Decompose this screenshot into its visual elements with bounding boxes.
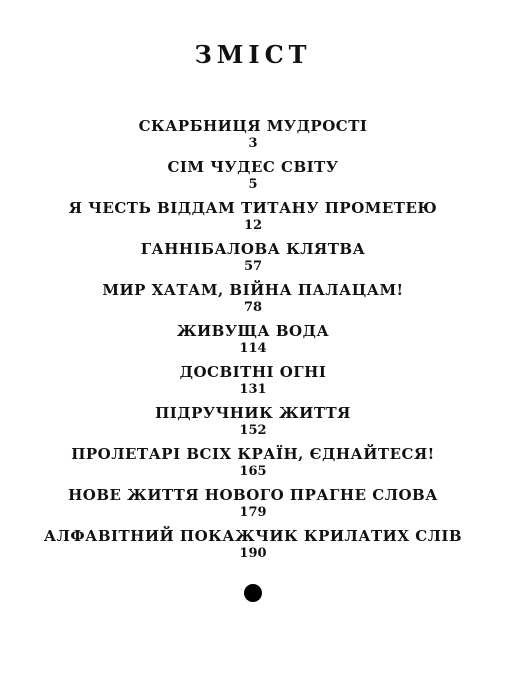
toc-entry-title: СІМ ЧУДЕС СВІТУ [167,158,339,176]
toc-entry[interactable] [0,362,506,403]
toc-entry-page: 165 [239,464,267,479]
toc-entry-page: 3 [248,136,258,151]
toc-entry[interactable] [0,198,506,239]
toc-entry-title: ПІДРУЧНИК ЖИТТЯ [155,404,351,422]
toc-entry[interactable] [0,280,506,321]
toc-entry-title: МИР ХАТАМ, ВІЙНА ПАЛАЦАМ! [102,281,404,299]
table-of-contents [0,116,506,567]
toc-entry-title: НОВЕ ЖИТТЯ НОВОГО ПРАГНЕ СЛОВА [68,486,438,504]
page-title: ЗМІСТ [194,40,312,69]
end-mark-dot [244,584,262,602]
toc-entry-page: 57 [243,259,263,274]
toc-entry[interactable] [0,403,506,444]
toc-entry-title: СКАРБНИЦЯ МУДРОСТІ [138,117,368,135]
toc-entry-title: ЖИВУЩА ВОДА [176,322,330,340]
toc-entry-page: 5 [248,177,258,192]
toc-entry[interactable] [0,526,506,567]
toc-entry[interactable] [0,485,506,526]
toc-entry[interactable] [0,116,506,157]
toc-entry-page: 152 [239,423,267,438]
toc-entry-page: 114 [239,341,267,356]
toc-entry[interactable] [0,444,506,485]
toc-entry-page: 190 [239,546,267,561]
toc-entry[interactable] [0,157,506,198]
toc-entry-title: Я ЧЕСТЬ ВІДДАМ ТИТАНУ ПРОМЕТЕЮ [68,199,438,217]
toc-entry-page: 12 [243,218,263,233]
toc-entry-page: 78 [243,300,263,315]
toc-entry-page: 131 [239,382,267,397]
toc-entry-title: ПРОЛЕТАРІ ВСІХ КРАЇН, ЄДНАЙТЕСЯ! [71,445,435,463]
toc-entry[interactable] [0,239,506,280]
toc-entry-title: ГАННІБАЛОВА КЛЯТВА [140,240,366,258]
toc-entry-title: АЛФАВІТНИЙ ПОКАЖЧИК КРИЛАТИХ СЛІВ [43,527,463,545]
toc-entry-title: ДОСВІТНІ ОГНІ [179,363,327,381]
toc-entry-page: 179 [239,505,267,520]
toc-entry[interactable] [0,321,506,362]
